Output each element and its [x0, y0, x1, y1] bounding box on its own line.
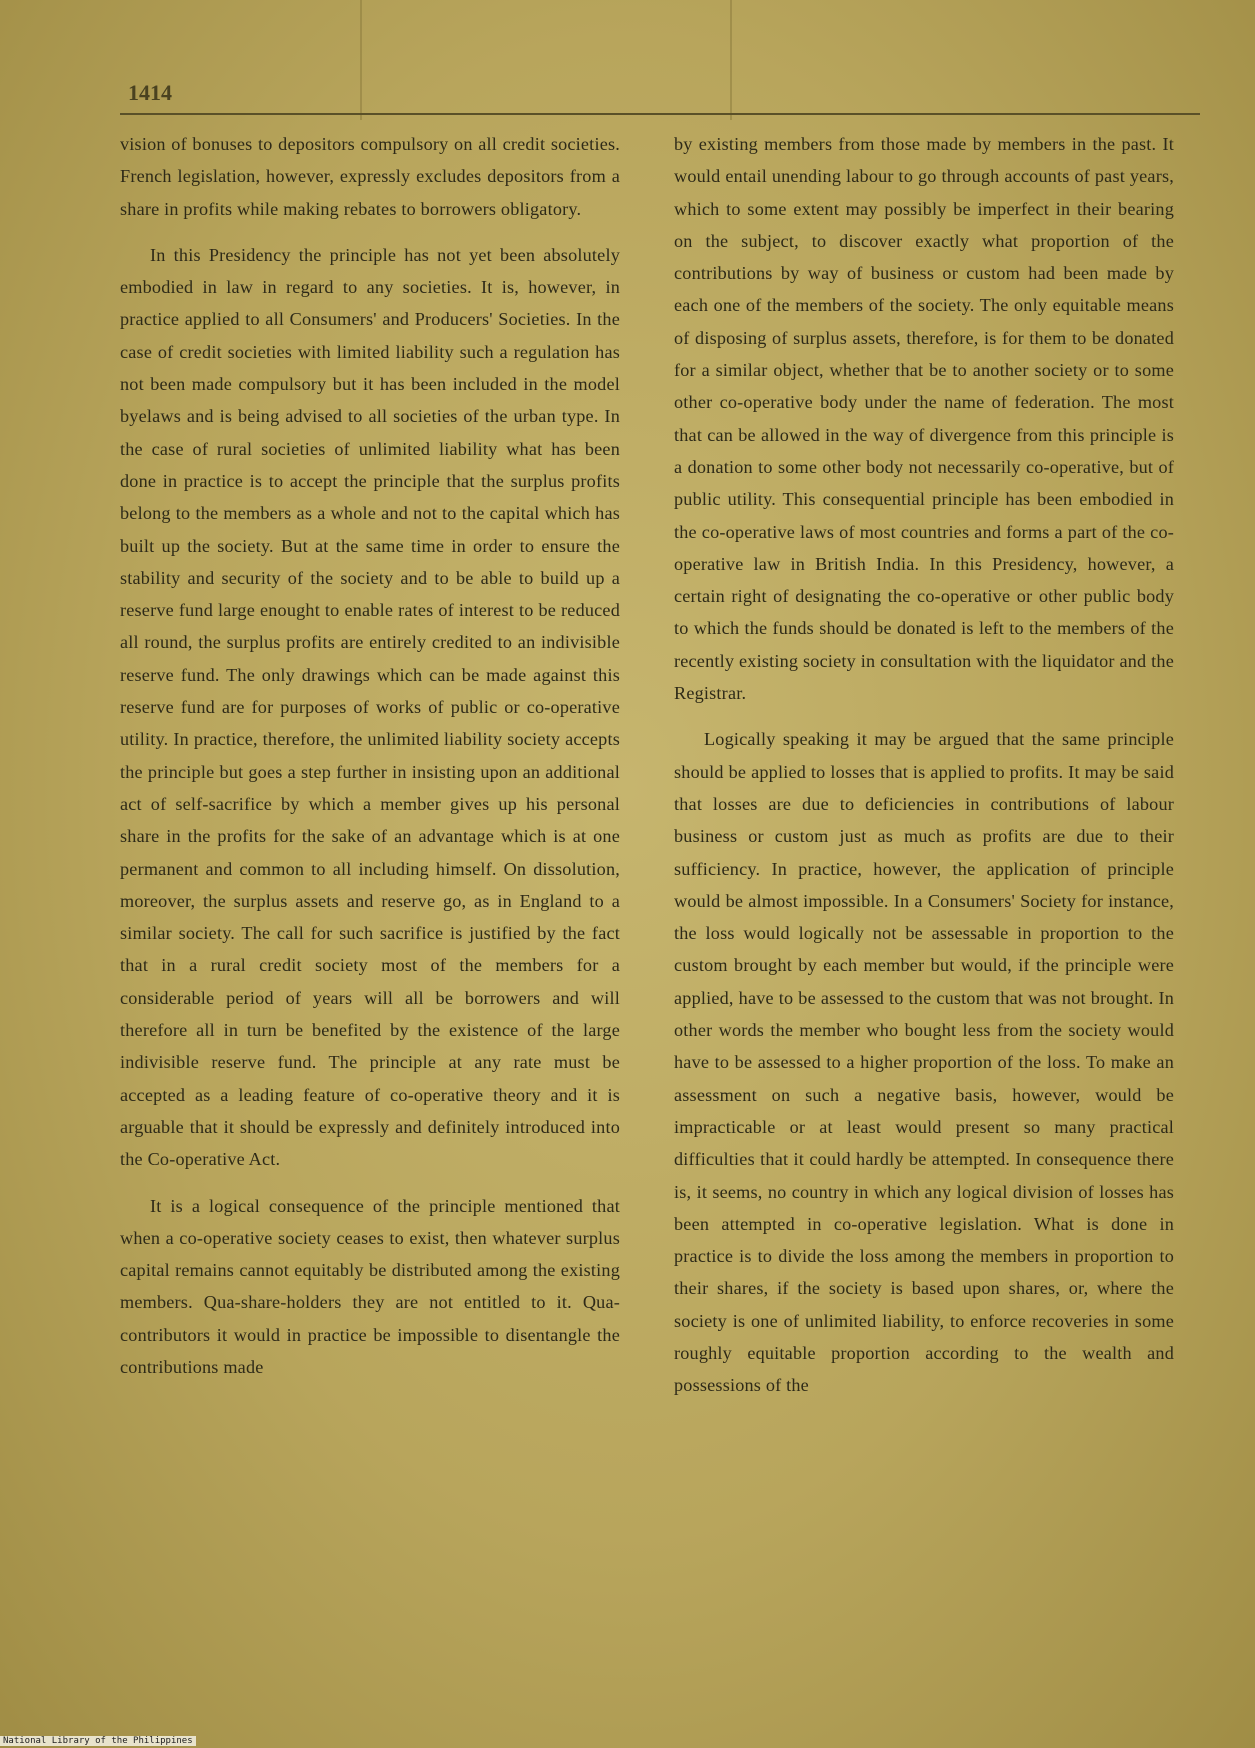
fold-mark [730, 0, 732, 120]
fold-mark [360, 0, 362, 120]
footer-credit: National Library of the Philippines [0, 1736, 196, 1746]
paragraph: In this Presidency the principle has not yet been absolutely embodied in law in regard to any societies. It is, however, in practice applied to all Consumers' and Producers' Societies. In the case of credit societies with limited liability such a regulation has not been made compulsory but it has been included in the model byelaws and is being advised to all societies of the urban type. In the case of rural societies of unlimited liability what has been done in practice is to accept the principle that the surplus profits belong to the members as a whole and not to the capital which has built up the society. But at the same time in order to ensure the stability and security of the society and to be able to build up a reserve fund large enought to enable rates of interest to be reduced all round, the surplus profits are entirely credited to an indivisible reserve fund. The only drawings which can be made against this reserve fund are for purposes of works of public or co-operative utility. In practice, therefore, the unlimited liability society accepts the principle but goes a step further in insisting upon an additional act of self-sacrifice by which a member gives up his personal share in the profits for the sake of an advantage which is at one permanent and common to all including himself. On dissolution, moreover, the surplus assets and reserve go, as in England to a similar society. The call for such sacrifice is justified by the fact that in a rural credit society most of the members for a considerable period of years will all be borrowers and will therefore all in turn be benefited by the existence of the large indivisible reserve fund. The principle at any rate must be accepted as a leading feature of co-operative theory and it is arguable that it should be expressly and definitely introduced into the Co-operative Act. [120, 244, 620, 1170]
right-column [674, 128, 1174, 1402]
paragraph: by existing members from those made by members in the past. It would entail unending labour to go through accounts of past years, which to some extent may possibly be imperfect in their bearing on the subject, to discover exactly what proportion of the contributions by way of business or custom had been made by each one of the members of the society. The only equitable means of disposing of surplus assets, therefore, is for them to be donated for a similar object, whether that be to another society or to some other co-operative body under the name of federation. The most that can be allowed in the way of divergence from this principle is a donation to some other body not necessarily co-operative, but of public utility. This consequential principle has been embodied in the co-operative laws of most countries and forms a part of the co-operative law in British India. In this Presidency, however, a certain right of designating the co-operative or other public body to which the funds should be donated is left to the members of the recently existing society in consultation with the liquidator and the Registrar. [674, 134, 1174, 704]
paragraph: vision of bonuses to depositors compulsory on all credit societies. French legislation, however, expressly excludes depositors from a share in profits while making rebates to borrowers obligatory. [120, 134, 620, 219]
paragraph: Logically speaking it may be argued that the same principle should be applied to losses that is applied to profits. It may be said that losses are due to deficiencies in contributions of labour business or custom just as much as profits are due to their sufficiency. In practice, however, the application of principle would be almost impossible. In a Consumers' Society for instance, the loss would logically not be assessable in proportion to the custom brought by each member but would, if the principle were applied, have to be assessed to the custom that was not brought. In other words the member who bought less from the society would have to be assessed to a higher proportion of the loss. To make an assessment on such a negative basis, however, would be impracticable or at least would present so many practical difficulties that it could hardly be attempted. In consequence there is, it seems, no country in which any logical division of losses has been attempted in co-operative legislation. What is done in practice is to divide the loss among the members in proportion to their shares, if the society is based upon shares, or, where the society is one of unlimited liability, to enforce recoveries in some roughly equitable proportion according to the wealth and possessions of the [674, 729, 1174, 1396]
header-rule [120, 113, 1200, 115]
paragraph: It is a logical consequence of the principle mentioned that when a co-operative society ceases to exist, then whatever surplus capital remains cannot equitably be distributed among the existing members. Qua-share-holders they are not entitled to it. Qua-contributors it would in practice be impossible to disentangle the contributions made [120, 1195, 620, 1377]
page-number: 1414 [128, 80, 172, 105]
left-column [120, 128, 620, 1383]
